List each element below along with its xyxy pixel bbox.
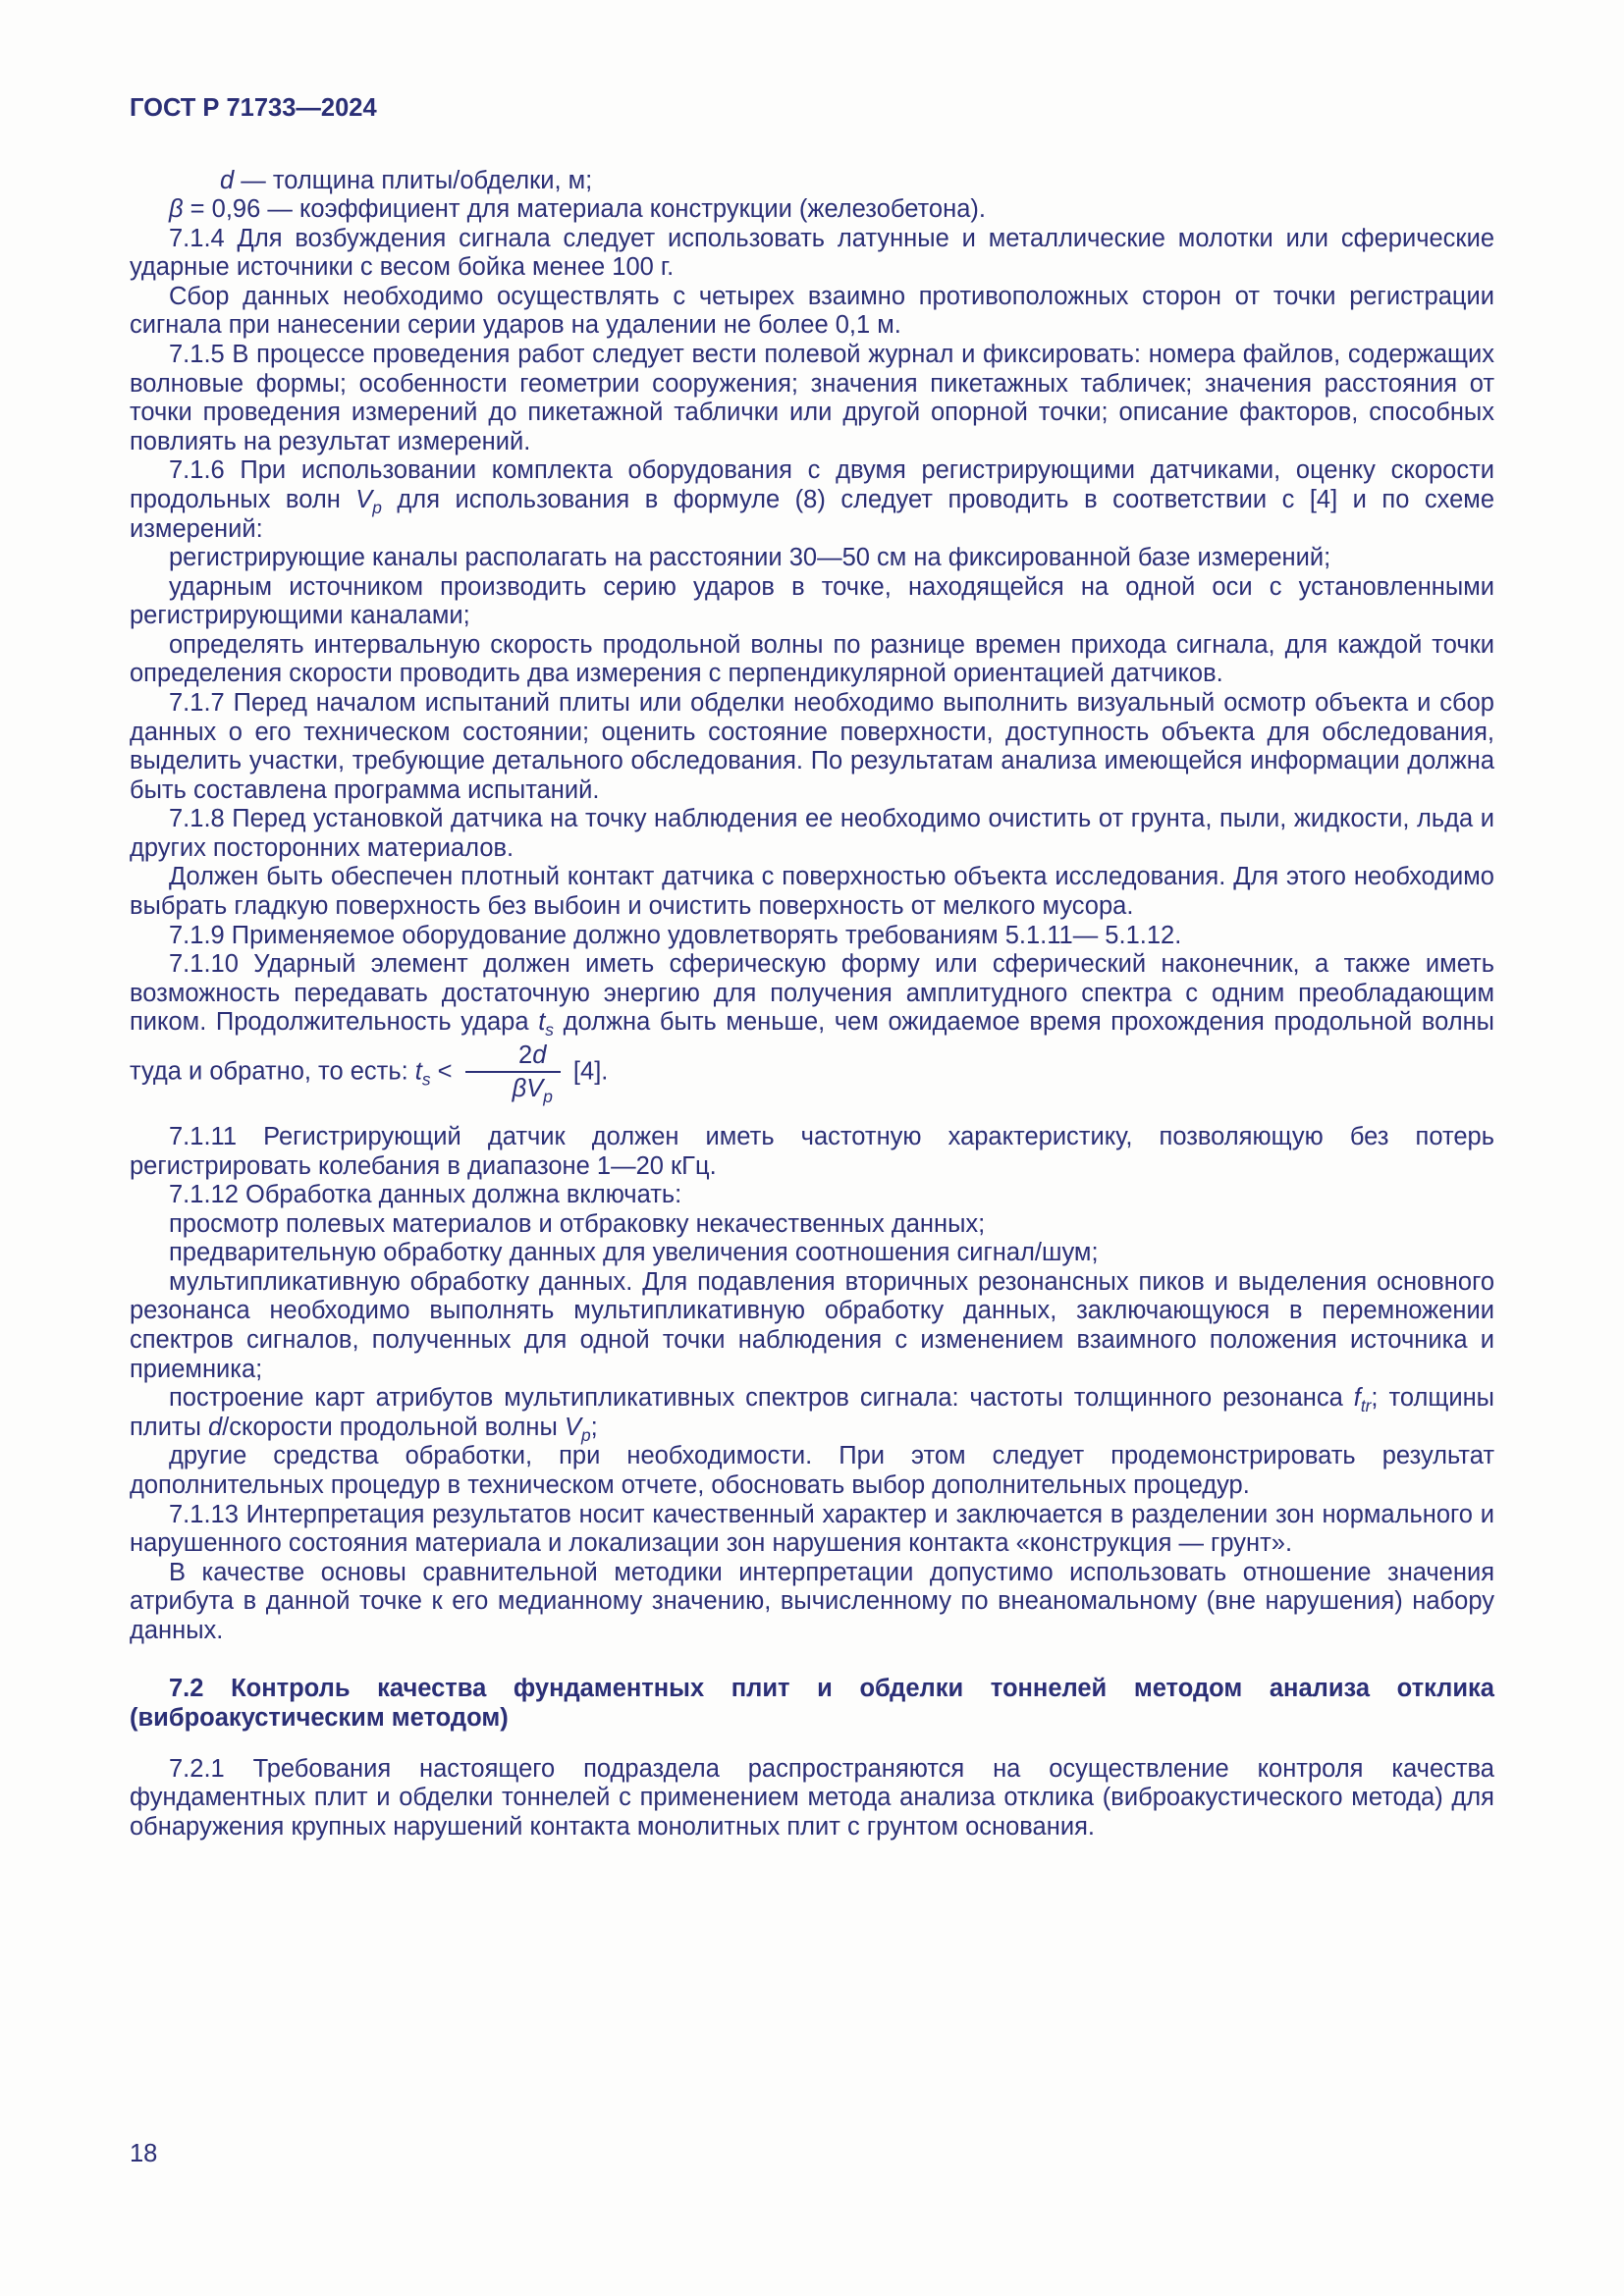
formula-fraction — [465, 1041, 561, 1107]
variable-text: V — [526, 1075, 544, 1103]
variable-text: s — [545, 1020, 554, 1041]
text-run: 7.1.4 Для возбуждения сигнала следует использовать латунные и металлические молотки или сферические ударные источники с весом бойка менее 100 г. — [130, 224, 1494, 282]
section-heading-7-2 — [130, 1675, 1494, 1733]
clause-7-1-12-item-2 — [130, 1239, 1494, 1268]
clause-7-1-6 — [130, 456, 1494, 544]
text-run: 7.1.10 Ударный элемент должен иметь сферическую форму или сферический наконечник, а также иметь возможность передавать достаточную энергию для получения амплитудного спектра с одним преобладающим пиком. Продолжительность удара — [130, 950, 1494, 1037]
variable-text: d — [532, 1041, 547, 1069]
clause-7-1-12-item-5 — [130, 1442, 1494, 1500]
text-run: 7.1.8 Перед установкой датчика на точку наблюдения ее необходимо очистить от грунта, пыли, жидкости, льда и других посторонних материалов. — [130, 805, 1494, 862]
text-run: /скорости продольной волны — [222, 1413, 565, 1441]
text-run: должна быть меньше, чем ожидаемое время прохождения продольной волны туда и обратно, то есть: — [130, 1008, 1495, 1086]
text-run: 7.1.7 Перед началом испытаний плиты или обделки необходимо выполнить визуальный осмотр объекта и сбор данных о его техническом состоянии; оценить состояние поверхности, доступность объекта для обследования, выделить участки, требующие детального обследования. По результатам анализа имеющейся информации должна быть составлена программа испытаний. — [130, 688, 1494, 804]
clause-7-1-7 — [130, 689, 1494, 805]
text-run: 7.1.5 В процессе проведения работ следует вести полевой журнал и фиксировать: номера файлов, содержащих волновые формы; особенности геометрии сооружения; значения пикетажных табличек; значения расстояния от точки проведения измерений до пикетажной таблички или другой опорной точки; описание факторов, способных повлиять на результат измерений. — [130, 341, 1494, 455]
text-run: 7.1.9 Применяемое оборудование должно удовлетворять требованиям 5.1.11— 5.1.12. — [169, 921, 1182, 949]
text-run: мультипликативную обработку данных. Для подавления вторичных резонансных пиков и выделения основного резонанса необходимо выполнять мультипликативную обработку данных, заключающуюся в перемножении спектров сигналов, полученных для одной точки наблюдения с изменением взаимного положения источника и приемника; — [130, 1267, 1494, 1383]
definition-d — [130, 167, 1494, 196]
variable-text: s — [421, 1069, 431, 1090]
variable-text: d — [220, 166, 235, 194]
clause-7-1-8 — [130, 805, 1494, 863]
clause-7-1-13-continued — [130, 1559, 1494, 1646]
text-run: В качестве основы сравнительной методики интерпретации допустимо использовать отношение значения атрибута в данной точке к его медианному значению, вычисленному по внеаномальному (вне нарушения) набору данных. — [130, 1558, 1494, 1644]
definition-beta — [130, 195, 1494, 225]
text-run: [4]. — [566, 1057, 609, 1086]
variable-text: p — [580, 1424, 591, 1445]
text-run: для использования в формуле (8) следует проводить в соответствии с [4] и по схеме измерений: — [130, 485, 1495, 543]
variable-text: d — [208, 1413, 223, 1441]
clause-7-1-5 — [130, 341, 1494, 456]
text-run: 7.1.6 При использовании комплекта оборудования с двумя регистрирующими датчиками, оценку скорости продольных волн — [130, 456, 1494, 513]
text-run: ударным источником производить серию ударов в точке, находящейся на одной оси с установленными регистрирующими каналами; — [130, 572, 1494, 630]
text-run: регистрирующие каналы располагать на расстоянии 30—50 см на фиксированной базе измерений; — [169, 544, 1331, 572]
clause-7-1-4 — [130, 225, 1494, 283]
clause-7-1-6-item-2 — [130, 573, 1494, 631]
document-body — [130, 167, 1494, 1842]
variable-text: tr — [1360, 1396, 1372, 1416]
variable-text: t — [414, 1057, 422, 1086]
variable-text: β — [512, 1075, 527, 1103]
text-run: 2 — [518, 1041, 533, 1069]
variable-text: V — [564, 1413, 581, 1441]
clause-7-1-12-item-3 — [130, 1268, 1494, 1384]
page-number: 18 — [130, 2140, 158, 2167]
variable-text: V — [355, 485, 373, 513]
clause-7-1-6-item-3 — [130, 631, 1494, 689]
clause-7-1-6-item-1 — [130, 544, 1494, 573]
clause-7-1-11 — [130, 1123, 1494, 1181]
clause-7-1-8-continued — [130, 863, 1494, 921]
variable-text: f — [1353, 1384, 1361, 1413]
text-run: < — [430, 1057, 460, 1086]
variable-text: t — [538, 1008, 546, 1037]
text-run: другие средства обработки, при необходимости. При этом следует продемонстрировать результат дополнительных процедур в техническом отчете, обосновать выбор дополнительных процедур. — [130, 1442, 1494, 1499]
text-run: ; — [590, 1413, 598, 1441]
text-run: 7.2 Контроль качества фундаментных плит и обделки тоннелей методом анализа отклика (виброакустическим методом) — [130, 1675, 1494, 1732]
text-run: построение карт атрибутов мультипликативных спектров сигнала: частоты толщинного резонанса — [169, 1384, 1354, 1413]
text-run: — толщина плиты/обделки, м; — [234, 166, 593, 194]
clause-7-2-1 — [130, 1755, 1494, 1842]
fraction-numerator — [465, 1041, 561, 1074]
clause-7-1-13 — [130, 1501, 1494, 1559]
text-run: Сбор данных необходимо осуществлять с четырех взаимно противоположных сторон от точки регистрации сигнала при нанесении серии ударов на удалении не более 0,1 м. — [130, 282, 1494, 340]
fraction-denominator — [465, 1073, 561, 1107]
text-run: 7.1.12 Обработка данных должна включать: — [169, 1181, 682, 1209]
text-run: = 0,96 — коэффициент для материала конструкции (железобетона). — [183, 195, 986, 224]
text-run: ; толщины плиты — [130, 1384, 1494, 1441]
text-run: определять интервальную скорость продольной волны по разнице времен прихода сигнала, для каждой точки определения скорости проводить два измерения с перпендикулярной ориентацией датчиков. — [130, 630, 1494, 688]
clause-7-1-9 — [130, 922, 1494, 951]
text-run: 7.2.1 Требования настоящего подраздела распространяются на осуществление контроля качества фундаментных плит и обделки тоннелей с применением метода анализа отклика (виброакустического метода) для обнаружения крупных нарушений контакта монолитных плит с грунтом основания. — [130, 1754, 1494, 1841]
text-run: Должен быть обеспечен плотный контакт датчика с поверхностью объекта исследования. Для этого необходимо выбрать гладкую поверхность без выбоин и очистить поверхность от мелкого мусора. — [130, 863, 1494, 921]
clause-7-1-4-continued — [130, 283, 1494, 341]
clause-7-1-10 — [130, 950, 1494, 1107]
variable-text: p — [543, 1087, 553, 1107]
text-run: 7.1.13 Интерпретация результатов носит качественный характер и заключается в разделении зон нормального и нарушенного состояния материала и локализации зон нарушения контакта «конструкция — грунт». — [130, 1500, 1494, 1558]
clause-7-1-12-item-4 — [130, 1384, 1494, 1445]
variable-text: β — [169, 195, 184, 224]
document-code-header: ГОСТ Р 71733—2024 — [130, 94, 377, 122]
variable-text: p — [372, 498, 382, 518]
text-run: 7.1.11 Регистрирующий датчик должен иметь частотную характеристику, позволяющую без потерь регистрировать колебания в диапазоне 1—20 кГц. — [130, 1123, 1494, 1180]
clause-7-1-12-item-1 — [130, 1210, 1494, 1240]
text-run: просмотр полевых материалов и отбраковку некачественных данных; — [169, 1209, 986, 1238]
text-run: предварительную обработку данных для увеличения соотношения сигнал/шум; — [169, 1239, 1099, 1267]
clause-7-1-12 — [130, 1181, 1494, 1210]
